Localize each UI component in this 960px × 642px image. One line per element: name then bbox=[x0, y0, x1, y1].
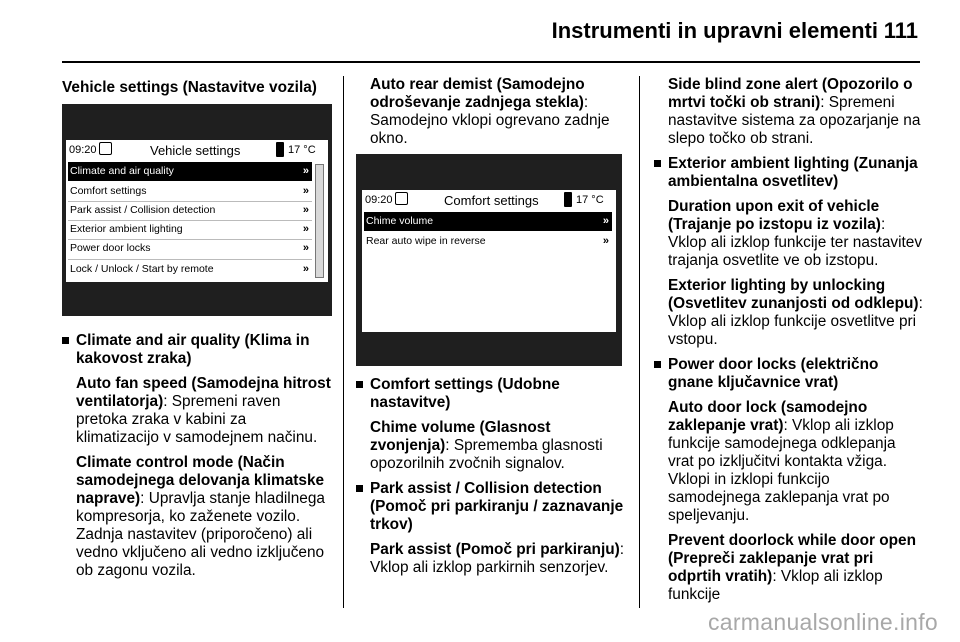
page-number: 111 bbox=[883, 18, 918, 43]
chime-volume-paragraph: Chime volume (Glasnost zvonjenja): Sprememba glasnosti opozorilnih zvočnih signalov. bbox=[370, 419, 603, 472]
chevron-right-icon: » bbox=[302, 263, 309, 275]
chevron-right-icon: » bbox=[602, 215, 609, 227]
clock: 09:20 bbox=[69, 144, 97, 156]
park-assist-paragraph: Park assist (Pomoč pri parkiranju): Vklop ali izklop parkirnih senzorjev. bbox=[370, 541, 625, 576]
screen-header bbox=[66, 140, 328, 160]
bullet-power-door-locks: Power door locks (električno gnane ključavnice vrat) bbox=[654, 356, 923, 392]
bullet-square-icon bbox=[654, 361, 661, 368]
chevron-right-icon: » bbox=[302, 204, 309, 216]
scrollbar[interactable] bbox=[315, 164, 324, 278]
menu-item-chime-volume[interactable]: Chime volume » bbox=[364, 212, 612, 231]
chevron-right-icon: » bbox=[602, 235, 609, 247]
temperature: 17 °C bbox=[576, 194, 604, 206]
menu-item-exterior-lighting[interactable]: Exterior ambient lighting » bbox=[68, 220, 312, 239]
auto-door-lock-paragraph: Auto door lock (samodejno zaklepanje vrat): Vklop ali izklop funkcije samodejnega odklepanja vrat po izključitvi kontakta vžiga. Vklopi in izklopi funkcijo samodejnega zaklepanja vrat po speljevanju. bbox=[668, 399, 896, 524]
menu-item-comfort[interactable]: Comfort settings » bbox=[68, 182, 312, 201]
column-1-text bbox=[62, 332, 332, 580]
thermometer-icon bbox=[276, 142, 284, 157]
temperature: 17 °C bbox=[288, 144, 316, 156]
unlock-lighting-paragraph: Exterior lighting by unlocking (Osvetlitev zunanjosti od odklepu): Vklop ali izklop funkcije osvetlitve pri vstopu. bbox=[668, 277, 923, 348]
chevron-right-icon: » bbox=[302, 223, 309, 235]
page-header-title: Instrumenti in upravni elementi bbox=[551, 18, 878, 43]
screen-header bbox=[362, 190, 616, 210]
prevent-doorlock-paragraph: Prevent doorlock while door open (Prepreči zaklepanje vrat pri odprtih vratih): Vklop ali izklop funkcije bbox=[668, 532, 916, 603]
menu-item-climate[interactable]: Climate and air quality » bbox=[68, 162, 312, 181]
blind-zone-paragraph: Side blind zone alert (Opozorilo o mrtvi točki ob strani): Spremeni nastavitve sistema za opozarjanje na slepo točko ob strani. bbox=[668, 76, 921, 147]
bullet-comfort: Comfort settings (Udobne nastavitve) bbox=[356, 376, 626, 412]
column-divider-1 bbox=[343, 76, 344, 608]
bullet-square-icon bbox=[62, 337, 69, 344]
chevron-right-icon: » bbox=[302, 165, 309, 177]
column-3-text bbox=[668, 76, 923, 604]
comfort-settings-screen bbox=[362, 190, 616, 332]
bullet-exterior-lighting: Exterior ambient lighting (Zunanja ambientalna osvetlitev) bbox=[654, 155, 923, 191]
column-2-text bbox=[356, 376, 626, 577]
menu-item-park-assist[interactable]: Park assist / Collision detection » bbox=[68, 201, 312, 220]
clock: 09:20 bbox=[365, 194, 393, 206]
climate-mode-paragraph: Climate control mode (Način samodejnega delovanja klimatske naprave): Upravlja stanje hladilnega kompresorja, ko zaženete vozilo. Zadnja nastavitev (priporočeno) ali vedno vključeno ali vedno izključeno ob zagonu vozila. bbox=[76, 454, 325, 579]
section-heading: Vehicle settings (Nastavitve vozila) bbox=[62, 79, 317, 96]
page-header bbox=[0, 0, 960, 62]
exit-duration-paragraph: Duration upon exit of vehicle (Trajanje po izstopu iz vozila): Vklop ali izklop funkcije ter nastavitev trajanja osvetlite ve ob izstopu. bbox=[668, 198, 923, 269]
vehicle-settings-screenshot bbox=[62, 104, 332, 316]
screen-title: Vehicle settings bbox=[150, 143, 241, 158]
menu-item-rear-wipe[interactable]: Rear auto wipe in reverse » bbox=[364, 232, 612, 251]
bullet-climate: Climate and air quality (Klima in kakovost zraka) bbox=[62, 332, 332, 368]
watermark: carmanualsonline.info bbox=[707, 609, 938, 635]
bullet-park-assist: Park assist / Collision detection (Pomoč pri parkiranju / zaznavanje trkov) bbox=[356, 480, 626, 534]
menu-item-lock-unlock[interactable]: Lock / Unlock / Start by remote » bbox=[68, 260, 312, 279]
chevron-right-icon: » bbox=[302, 242, 309, 254]
column-1 bbox=[62, 62, 332, 608]
comfort-settings-screenshot bbox=[356, 154, 622, 366]
vehicle-settings-screen bbox=[66, 140, 328, 282]
column-2 bbox=[365, 62, 625, 608]
bullet-square-icon bbox=[356, 485, 363, 492]
bullet-square-icon bbox=[356, 381, 363, 388]
chevron-right-icon: » bbox=[302, 185, 309, 197]
bullet-square-icon bbox=[654, 160, 661, 167]
column-divider-2 bbox=[639, 76, 640, 608]
fan-speed-paragraph: Auto fan speed (Samodejna hitrost ventilatorja): Spremeni raven pretoka zraka v kabini za klimatizacijo v samodejnem načinu. bbox=[76, 375, 331, 446]
thermometer-icon bbox=[564, 192, 572, 207]
screen-title: Comfort settings bbox=[444, 193, 539, 208]
sync-icon bbox=[99, 142, 112, 155]
menu-item-power-door-locks[interactable]: Power door locks » bbox=[68, 239, 312, 258]
rear-demist-paragraph: Auto rear demist (Samodejno odroševanje zadnjega stekla): Samodejno vklopi ogrevano zadnje okno. bbox=[370, 76, 610, 147]
column-3 bbox=[668, 62, 923, 608]
sync-icon bbox=[395, 192, 408, 205]
